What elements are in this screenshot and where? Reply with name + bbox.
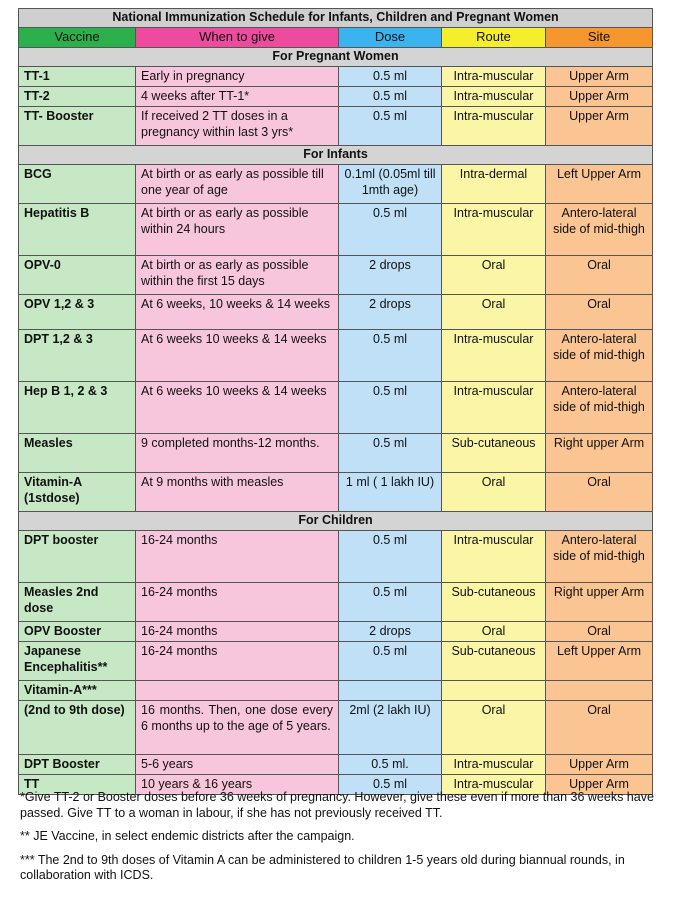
vaccine-cell: TT bbox=[19, 775, 136, 795]
route-cell: Oral bbox=[442, 295, 546, 330]
table-row bbox=[19, 165, 653, 204]
dose-cell: 1 ml ( 1 lakh IU) bbox=[339, 473, 442, 512]
site-cell: Upper Arm bbox=[546, 107, 653, 146]
route-cell: Sub-cutaneous bbox=[442, 583, 546, 622]
table-title: National Immunization Schedule for Infants, Children and Pregnant Women bbox=[19, 9, 653, 28]
dose-cell: 2ml (2 lakh IU) bbox=[339, 701, 442, 755]
vaccine-cell: TT- Booster bbox=[19, 107, 136, 146]
vaccine-cell: DPT booster bbox=[19, 531, 136, 583]
route-cell bbox=[442, 681, 546, 701]
vaccine-cell: Measles 2nd dose bbox=[19, 583, 136, 622]
route-cell: Sub-cutaneous bbox=[442, 434, 546, 473]
vaccine-cell: OPV-0 bbox=[19, 256, 136, 295]
when-cell: Early in pregnancy bbox=[136, 67, 339, 87]
site-cell: Oral bbox=[546, 473, 653, 512]
when-cell bbox=[136, 681, 339, 701]
route-cell: Sub-cutaneous bbox=[442, 642, 546, 681]
footnote: *** The 2nd to 9th doses of Vitamin A can be administered to children 1-5 years old during biannual rounds, in collaboration with ICDS. bbox=[20, 852, 625, 882]
vaccine-cell: (2nd to 9th dose) bbox=[19, 701, 136, 755]
site-cell: Left Upper Arm bbox=[546, 165, 653, 204]
dose-cell: 2 drops bbox=[339, 256, 442, 295]
dose-cell: 0.5 ml bbox=[339, 775, 442, 795]
vaccine-cell: DPT 1,2 & 3 bbox=[19, 330, 136, 382]
when-cell: At birth or as early as possible till one year of age bbox=[136, 165, 339, 204]
header-dose: Dose bbox=[339, 28, 442, 48]
dose-cell: 0.5 ml bbox=[339, 531, 442, 583]
site-cell: Right upper Arm bbox=[546, 583, 653, 622]
site-cell: Right upper Arm bbox=[546, 434, 653, 473]
header-route: Route bbox=[442, 28, 546, 48]
dose-cell: 0.5 ml bbox=[339, 87, 442, 107]
dose-cell: 0.5 ml bbox=[339, 583, 442, 622]
when-cell: 4 weeks after TT-1* bbox=[136, 87, 339, 107]
dose-cell: 2 drops bbox=[339, 295, 442, 330]
when-cell: At 6 weeks, 10 weeks & 14 weeks bbox=[136, 295, 339, 330]
vaccine-cell: TT-2 bbox=[19, 87, 136, 107]
dose-cell: 0.5 ml bbox=[339, 330, 442, 382]
vaccine-cell: OPV 1,2 & 3 bbox=[19, 295, 136, 330]
table-row bbox=[19, 642, 653, 681]
site-cell: Oral bbox=[546, 256, 653, 295]
when-cell: At 6 weeks 10 weeks & 14 weeks bbox=[136, 382, 339, 434]
site-cell: Upper Arm bbox=[546, 775, 653, 795]
site-cell: Left Upper Arm bbox=[546, 642, 653, 681]
vaccine-cell: Vitamin-A (1stdose) bbox=[19, 473, 136, 512]
vaccine-cell: DPT Booster bbox=[19, 755, 136, 775]
when-cell: 16-24 months bbox=[136, 642, 339, 681]
dose-cell: 0.5 ml bbox=[339, 204, 442, 256]
vaccine-cell: Measles bbox=[19, 434, 136, 473]
section-header bbox=[19, 512, 653, 531]
table-row bbox=[19, 473, 653, 512]
when-cell: At 6 weeks 10 weeks & 14 weeks bbox=[136, 330, 339, 382]
table-row bbox=[19, 87, 653, 107]
site-cell: Oral bbox=[546, 295, 653, 330]
vaccine-cell: BCG bbox=[19, 165, 136, 204]
header-row bbox=[19, 28, 653, 48]
route-cell: Intra-muscular bbox=[442, 87, 546, 107]
table-row bbox=[19, 434, 653, 473]
footnote: ** JE Vaccine, in select endemic districts after the campaign. bbox=[20, 829, 355, 843]
dose-cell: 0.5 ml bbox=[339, 107, 442, 146]
route-cell: Intra-muscular bbox=[442, 107, 546, 146]
site-cell: Oral bbox=[546, 622, 653, 642]
route-cell: Intra-dermal bbox=[442, 165, 546, 204]
table-row bbox=[19, 681, 653, 701]
when-cell: 10 years & 16 years bbox=[136, 775, 339, 795]
table-row bbox=[19, 204, 653, 256]
when-cell: If received 2 TT doses in a pregnancy within last 3 yrs* bbox=[136, 107, 339, 146]
header-vaccine: Vaccine bbox=[19, 28, 136, 48]
table-row bbox=[19, 755, 653, 775]
when-cell: 9 completed months-12 months. bbox=[136, 434, 339, 473]
site-cell: Upper Arm bbox=[546, 67, 653, 87]
when-cell: 16-24 months bbox=[136, 583, 339, 622]
vaccine-cell: OPV Booster bbox=[19, 622, 136, 642]
dose-cell: 0.5 ml bbox=[339, 67, 442, 87]
route-cell: Intra-muscular bbox=[442, 755, 546, 775]
site-cell: Antero-lateral side of mid-thigh bbox=[546, 330, 653, 382]
dose-cell: 0.5 ml. bbox=[339, 755, 442, 775]
immunization-schedule-table bbox=[18, 8, 653, 795]
site-cell: Antero-lateral side of mid-thigh bbox=[546, 531, 653, 583]
route-cell: Intra-muscular bbox=[442, 330, 546, 382]
table-row bbox=[19, 701, 653, 755]
table-row bbox=[19, 622, 653, 642]
schedule-document bbox=[18, 8, 652, 795]
route-cell: Oral bbox=[442, 622, 546, 642]
table-row bbox=[19, 256, 653, 295]
route-cell: Intra-muscular bbox=[442, 531, 546, 583]
route-cell: Intra-muscular bbox=[442, 382, 546, 434]
vaccine-cell: Vitamin-A*** bbox=[19, 681, 136, 701]
when-cell: 16-24 months bbox=[136, 622, 339, 642]
when-cell: 16-24 months bbox=[136, 531, 339, 583]
dose-cell: 0.5 ml bbox=[339, 434, 442, 473]
route-cell: Intra-muscular bbox=[442, 775, 546, 795]
dose-cell: 2 drops bbox=[339, 622, 442, 642]
header-when-to-give: When to give bbox=[136, 28, 339, 48]
table-row bbox=[19, 295, 653, 330]
site-cell: Upper Arm bbox=[546, 87, 653, 107]
footnote: *Give TT-2 or Booster doses before 36 weeks of pregnancy. However, give these even if more than 36 weeks have passed. Give TT to a woman in labour, if she has not previously received TT. bbox=[20, 790, 654, 820]
vaccine-cell: Japanese Encephalitis** bbox=[19, 642, 136, 681]
section-header bbox=[19, 146, 653, 165]
table-row bbox=[19, 583, 653, 622]
when-cell: At birth or as early as possible within the first 15 days bbox=[136, 256, 339, 295]
vaccine-cell: Hep B 1, 2 & 3 bbox=[19, 382, 136, 434]
section-header bbox=[19, 48, 653, 67]
route-cell: Intra-muscular bbox=[442, 67, 546, 87]
vaccine-cell: Hepatitis B bbox=[19, 204, 136, 256]
header-site: Site bbox=[546, 28, 653, 48]
when-cell: At 9 months with measles bbox=[136, 473, 339, 512]
site-cell: Upper Arm bbox=[546, 755, 653, 775]
section-label: For Infants bbox=[19, 146, 653, 165]
route-cell: Oral bbox=[442, 473, 546, 512]
table-row bbox=[19, 531, 653, 583]
when-cell: 16 months. Then, one dose every 6 months up to the age of 5 years. bbox=[136, 701, 339, 755]
section-label: For Children bbox=[19, 512, 653, 531]
when-cell: At birth or as early as possible within 24 hours bbox=[136, 204, 339, 256]
site-cell bbox=[546, 681, 653, 701]
route-cell: Oral bbox=[442, 256, 546, 295]
site-cell: Antero-lateral side of mid-thigh bbox=[546, 204, 653, 256]
dose-cell: 0.1ml (0.05ml till 1mth age) bbox=[339, 165, 442, 204]
table-row bbox=[19, 330, 653, 382]
section-label: For Pregnant Women bbox=[19, 48, 653, 67]
dose-cell bbox=[339, 681, 442, 701]
site-cell: Antero-lateral side of mid-thigh bbox=[546, 382, 653, 434]
route-cell: Intra-muscular bbox=[442, 204, 546, 256]
table-row bbox=[19, 67, 653, 87]
table-row bbox=[19, 382, 653, 434]
route-cell: Oral bbox=[442, 701, 546, 755]
when-cell: 5-6 years bbox=[136, 755, 339, 775]
dose-cell: 0.5 ml bbox=[339, 642, 442, 681]
table-row bbox=[19, 107, 653, 146]
vaccine-cell: TT-1 bbox=[19, 67, 136, 87]
dose-cell: 0.5 ml bbox=[339, 382, 442, 434]
footnotes bbox=[20, 790, 660, 892]
site-cell: Oral bbox=[546, 701, 653, 755]
